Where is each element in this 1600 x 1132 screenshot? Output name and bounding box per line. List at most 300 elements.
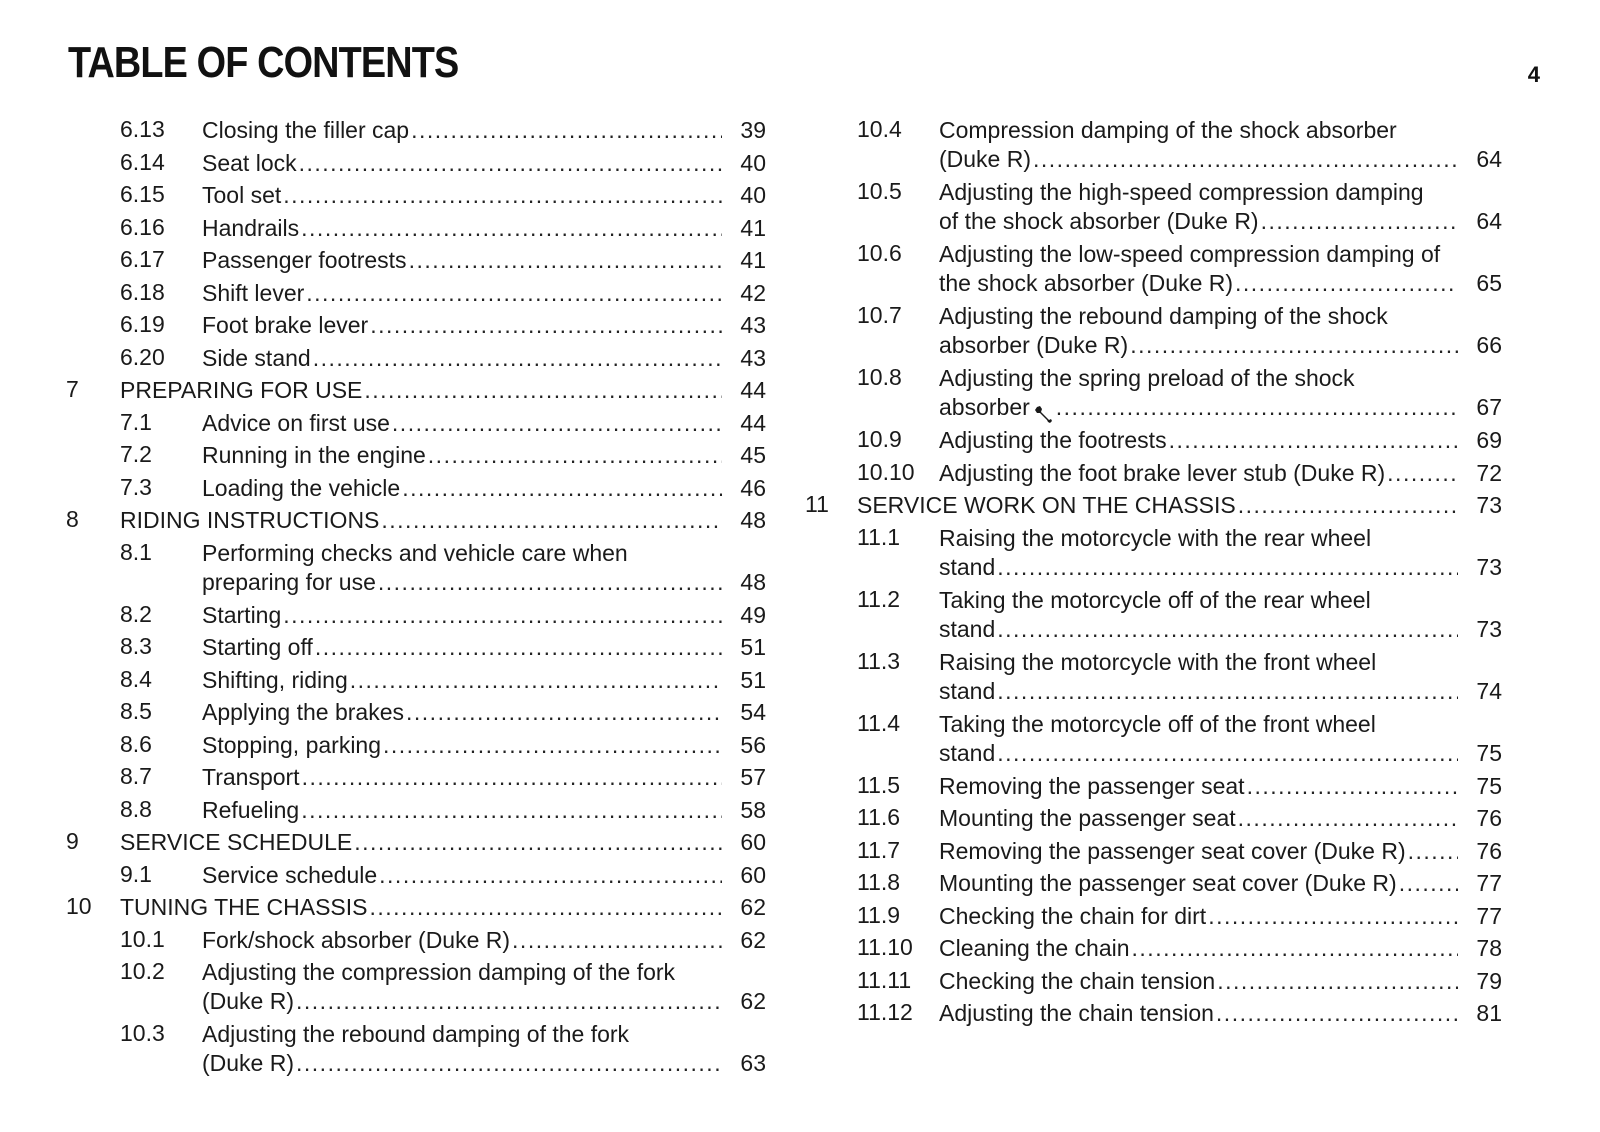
toc-entry-number: 11.1 (857, 523, 901, 550)
toc-entry-line (202, 1049, 766, 1078)
toc-entry-line (202, 861, 766, 890)
toc-page-number[interactable]: 51 (740, 666, 766, 693)
toc-entry-line (202, 926, 766, 955)
toc-entry-title: Passenger footrests (202, 247, 407, 273)
toc-entry-line (202, 987, 766, 1016)
toc-entry-title: Compression damping of the shock absorber (939, 117, 1397, 143)
toc-entry-line (939, 772, 1502, 801)
toc-entry-title: Running in the engine (202, 442, 426, 468)
toc-page-number[interactable]: 64 (1476, 146, 1502, 172)
toc-page-number[interactable]: 72 (1476, 459, 1502, 486)
dot-leader (997, 553, 1458, 582)
toc-entry-line (939, 648, 1502, 677)
dot-leader (997, 677, 1458, 706)
toc-entry-body (939, 586, 1502, 644)
toc-entry-number: 10 (66, 893, 92, 919)
toc-entry-body (202, 796, 766, 825)
toc-entry-line (939, 240, 1502, 269)
toc-entry-line (120, 376, 766, 405)
toc-section-entry[interactable] (805, 586, 1502, 644)
toc-page-number[interactable]: 63 (740, 1050, 766, 1076)
toc-section-entry[interactable] (66, 409, 766, 438)
dot-leader (1261, 207, 1458, 236)
toc-entry-title: Adjusting the low-speed compression damping of (939, 241, 1441, 267)
toc-entry-number: 7.3 (120, 473, 152, 500)
toc-entry-line (939, 837, 1502, 866)
toc-section-entry[interactable] (66, 1020, 766, 1078)
toc-entry-line (939, 116, 1502, 145)
toc-entry-body (939, 869, 1502, 898)
toc-entry-title: Shifting, riding (202, 666, 348, 693)
toc-entry-title: Raising the motorcycle with the rear wheel (939, 524, 1372, 551)
toc-entry-body (202, 279, 766, 308)
toc-entry-title: Tool set (202, 182, 282, 208)
toc-entry-line (202, 409, 766, 438)
toc-entry-number: 11.12 (857, 999, 913, 1025)
toc-section-entry[interactable] (66, 181, 766, 210)
toc-entry-title: Loading the vehicle (202, 474, 401, 501)
toc-entry-body (939, 804, 1502, 833)
toc-entry-line (939, 459, 1502, 488)
toc-entry-number: 6.19 (120, 311, 165, 337)
toc-entry-number: 11.3 (857, 647, 901, 674)
toc-page-number[interactable]: 66 (1476, 332, 1502, 358)
toc-page-number[interactable]: 54 (740, 699, 766, 725)
toc-entry-line (939, 331, 1502, 360)
toc-page-number[interactable]: 75 (1476, 772, 1502, 799)
toc-entry-title: (Duke R) (202, 1050, 295, 1076)
toc-entry-number: 8.4 (120, 665, 152, 692)
toc-entry-line (202, 698, 766, 727)
dot-leader (1238, 491, 1458, 520)
toc-section-entry[interactable] (66, 214, 766, 243)
dot-leader (997, 739, 1458, 768)
dot-leader (1169, 426, 1458, 455)
toc-entry-number: 11.6 (857, 804, 901, 830)
toc-entry-line (202, 666, 766, 695)
toc-entry-line (202, 344, 766, 373)
toc-section-entry[interactable] (805, 302, 1502, 360)
dot-leader (1217, 967, 1458, 996)
toc-entry-line (939, 999, 1502, 1028)
dot-leader (392, 409, 722, 438)
dot-leader (512, 926, 722, 955)
toc-section-entry[interactable] (66, 279, 766, 308)
toc-entry-number: 7.2 (120, 441, 152, 467)
toc-section-entry[interactable] (66, 796, 766, 825)
toc-section-entry[interactable] (66, 474, 766, 503)
dot-leader (354, 828, 722, 857)
toc-entry-body (939, 837, 1502, 866)
toc-entry-body (939, 934, 1502, 963)
toc-entry-title: Refueling (202, 796, 300, 823)
dot-leader (1235, 269, 1458, 298)
toc-entry-number: 11.5 (857, 771, 901, 798)
toc-entry-body (939, 772, 1502, 801)
toc-page-number[interactable]: 73 (1476, 492, 1502, 518)
toc-entry-title: SERVICE WORK ON THE CHASSIS (857, 492, 1236, 518)
wrench-icon (1034, 402, 1054, 422)
toc-entry-body (939, 426, 1502, 455)
toc-entry-line (939, 524, 1502, 553)
toc-entry-body (202, 763, 766, 792)
toc-entry-number: 6.16 (120, 213, 165, 240)
toc-right-column (805, 116, 1502, 1032)
toc-entry-body (939, 524, 1502, 582)
toc-entry-number: 10.5 (857, 178, 902, 204)
toc-page-number[interactable]: 43 (740, 344, 766, 371)
toc-entry-title: Advice on first use (202, 409, 390, 436)
toc-entry-title: Raising the motorcycle with the front wheel (939, 648, 1377, 675)
toc-entry-line (202, 149, 766, 178)
toc-page-number[interactable]: 69 (1476, 427, 1502, 453)
toc-entry-title: absorber (Duke R) (939, 332, 1129, 358)
toc-entry-title: Taking the motorcycle off of the front wheel (939, 710, 1376, 737)
toc-entry-title: Mounting the passenger seat (939, 805, 1236, 831)
toc-entry-title: Adjusting the foot brake lever stub (Duke R) (939, 459, 1386, 486)
toc-page-number[interactable]: 43 (740, 312, 766, 338)
toc-page-number[interactable]: 74 (1476, 677, 1502, 704)
toc-section-entry[interactable] (805, 772, 1502, 801)
toc-page-number[interactable]: 40 (740, 149, 766, 176)
toc-entry-line (202, 539, 766, 568)
toc-entry-line (202, 958, 766, 987)
toc-entry-title: Applying the brakes (202, 699, 405, 725)
toc-section-entry[interactable] (66, 666, 766, 695)
dot-leader (1216, 999, 1458, 1028)
toc-entry-title: of the shock absorber (Duke R) (939, 208, 1259, 234)
toc-entry-line (120, 828, 766, 857)
toc-entry-line (202, 214, 766, 243)
dot-leader (1387, 459, 1458, 488)
toc-entry-title: Handrails (202, 214, 300, 241)
toc-entry-number: 10.2 (120, 958, 165, 984)
toc-page-number[interactable]: 78 (1476, 935, 1502, 961)
toc-entry-body (202, 116, 766, 145)
toc-entry-title: stand (939, 553, 996, 580)
toc-section-entry[interactable] (66, 539, 766, 597)
toc-page-number[interactable]: 58 (740, 796, 766, 823)
toc-section-entry[interactable] (66, 246, 766, 275)
toc-section-entry[interactable] (805, 178, 1502, 236)
toc-entry-number: 6.18 (120, 278, 165, 305)
toc-section-entry[interactable] (805, 648, 1502, 706)
toc-entry-number: 11.7 (857, 836, 901, 863)
toc-section-entry[interactable] (805, 902, 1502, 931)
toc-section-entry[interactable] (66, 601, 766, 630)
toc-entry-title: Adjusting the spring preload of the shock (939, 365, 1355, 391)
toc-section-entry[interactable] (805, 804, 1502, 833)
toc-entry-number: 10.6 (857, 240, 902, 266)
toc-entry-title: Service schedule (202, 861, 378, 888)
toc-entry-line (202, 279, 766, 308)
toc-page-number[interactable]: 60 (740, 861, 766, 888)
toc-entry-number: 7.1 (120, 408, 152, 435)
toc-chapter-entry[interactable] (66, 506, 766, 535)
toc-entry-number: 8.2 (120, 600, 152, 627)
toc-section-entry[interactable] (66, 149, 766, 178)
toc-section-entry[interactable] (805, 837, 1502, 866)
toc-page-number[interactable]: 56 (740, 731, 766, 758)
dot-leader (1399, 869, 1458, 898)
toc-entry-title: absorber (939, 394, 1030, 420)
dot-leader (313, 344, 722, 373)
toc-page-number[interactable]: 45 (740, 442, 766, 468)
toc-entry-line (939, 677, 1502, 706)
toc-page-number[interactable]: 44 (740, 377, 766, 403)
page-title: TABLE OF CONTENTS (68, 38, 459, 87)
toc-page-number[interactable]: 62 (740, 894, 766, 920)
toc-entry-line (202, 601, 766, 630)
toc-entry-body (202, 731, 766, 760)
toc-page-number[interactable]: 64 (1476, 208, 1502, 234)
toc-section-entry[interactable] (805, 869, 1502, 898)
dot-leader (1247, 772, 1458, 801)
toc-entry-number: 10.9 (857, 426, 902, 452)
toc-page-number[interactable]: 77 (1476, 902, 1502, 929)
toc-chapter-entry[interactable] (66, 893, 766, 922)
toc-entry-line (202, 246, 766, 275)
dot-leader (1208, 902, 1458, 931)
toc-entry-body (202, 539, 766, 597)
toc-entry-line (939, 804, 1502, 833)
toc-entry-body (202, 474, 766, 503)
dot-leader (378, 568, 722, 597)
toc-entry-body (202, 246, 766, 275)
toc-entry-line (939, 869, 1502, 898)
dot-leader (302, 763, 722, 792)
toc-entry-number: 11.2 (857, 585, 901, 612)
toc-section-entry[interactable] (66, 116, 766, 145)
toc-entry-title: Side stand (202, 344, 311, 371)
toc-entry-line (939, 393, 1502, 422)
toc-entry-body (939, 710, 1502, 768)
dot-leader (306, 279, 722, 308)
toc-page-number[interactable]: 65 (1476, 270, 1502, 296)
toc-entry-number: 8 (66, 506, 79, 532)
toc-page-number[interactable]: 73 (1476, 615, 1502, 642)
toc-page-number[interactable]: 75 (1476, 739, 1502, 766)
toc-section-entry[interactable] (66, 731, 766, 760)
toc-entry-number: 8.1 (120, 538, 152, 565)
toc-section-entry[interactable] (805, 364, 1502, 422)
toc-entry-title: Removing the passenger seat cover (Duke R) (939, 837, 1406, 864)
toc-section-entry[interactable] (805, 934, 1502, 963)
toc-entry-title: Adjusting the footrests (939, 427, 1167, 453)
toc-entry-title: the shock absorber (Duke R) (939, 270, 1234, 296)
dot-leader (315, 633, 722, 662)
toc-entry-body (939, 302, 1502, 360)
toc-entry-title: Closing the filler cap (202, 117, 410, 143)
toc-entry-line (202, 731, 766, 760)
toc-section-entry[interactable] (805, 524, 1502, 582)
toc-page-number[interactable]: 40 (740, 182, 766, 208)
toc-page-number[interactable]: 41 (740, 214, 766, 241)
toc-entry-title: Seat lock (202, 149, 297, 176)
toc-page-number[interactable]: 76 (1476, 805, 1502, 831)
toc-section-entry[interactable] (66, 344, 766, 373)
toc-page-number[interactable]: 46 (740, 474, 766, 501)
toc-entry-body (202, 149, 766, 178)
toc-entry-number: 6.13 (120, 116, 165, 142)
toc-page-number[interactable]: 57 (740, 764, 766, 790)
toc-entry-body (202, 861, 766, 890)
toc-entry-title: PREPARING FOR USE (120, 377, 363, 403)
toc-page-number[interactable]: 49 (740, 601, 766, 628)
toc-entry-number: 11.8 (857, 869, 901, 895)
toc-page-number[interactable]: 41 (740, 247, 766, 273)
toc-entry-number: 8.6 (120, 730, 152, 757)
toc-page-number[interactable]: 67 (1476, 394, 1502, 420)
toc-entry-number: 10.4 (857, 116, 902, 142)
toc-entry-body (939, 178, 1502, 236)
toc-entry-body (202, 311, 766, 340)
toc-entry-number: 10.10 (857, 458, 915, 485)
toc-entry-body (202, 601, 766, 630)
toc-entry-line (939, 178, 1502, 207)
toc-entry-body (202, 181, 766, 210)
toc-section-entry[interactable] (805, 240, 1502, 298)
toc-entry-number: 11.9 (857, 901, 901, 928)
toc-entry-line (939, 739, 1502, 768)
toc-page-number[interactable]: 62 (740, 926, 766, 953)
toc-page-number[interactable]: 51 (740, 634, 766, 660)
toc-page-number[interactable]: 48 (740, 507, 766, 533)
dot-leader (406, 698, 722, 727)
toc-entry-body (857, 491, 1502, 520)
toc-chapter-entry[interactable] (805, 491, 1502, 520)
toc-entry-number: 10.1 (120, 925, 165, 952)
toc-entry-number: 10.7 (857, 302, 902, 328)
toc-page-number[interactable]: 60 (740, 829, 766, 855)
toc-entry-line (939, 302, 1502, 331)
dot-leader (301, 796, 722, 825)
toc-section-entry[interactable] (805, 426, 1502, 455)
toc-entry-line (202, 796, 766, 825)
dot-leader (1132, 934, 1458, 963)
toc-entry-line (939, 586, 1502, 615)
toc-page-number[interactable]: 79 (1476, 967, 1502, 994)
toc-entry-title: Adjusting the chain tension (939, 1000, 1214, 1026)
toc-entry-title: Adjusting the compression damping of the fork (202, 959, 676, 985)
toc-entry-line (202, 568, 766, 597)
toc-page-number[interactable]: 76 (1476, 837, 1502, 864)
toc-entry-title: SERVICE SCHEDULE (120, 829, 353, 855)
toc-entry-number: 10.8 (857, 364, 902, 390)
toc-entry-body (202, 344, 766, 373)
dot-leader (411, 116, 722, 145)
toc-entry-line (202, 1020, 766, 1049)
dot-leader (409, 246, 722, 275)
toc-entry-title: Stopping, parking (202, 731, 382, 758)
toc-entry-line (202, 474, 766, 503)
toc-page-number[interactable]: 42 (740, 279, 766, 306)
toc-chapter-entry[interactable] (66, 376, 766, 405)
toc-entry-title: preparing for use (202, 568, 376, 595)
toc-section-entry[interactable] (66, 958, 766, 1016)
toc-entry-number: 8.3 (120, 633, 152, 659)
toc-section-entry[interactable] (805, 710, 1502, 768)
dot-leader (370, 311, 722, 340)
dot-leader (1238, 804, 1458, 833)
dot-leader (1056, 393, 1458, 422)
toc-section-entry[interactable] (66, 926, 766, 955)
toc-section-entry[interactable] (66, 311, 766, 340)
toc-entry-body (939, 648, 1502, 706)
toc-entry-title: stand (939, 677, 996, 704)
toc-section-entry[interactable] (805, 116, 1502, 174)
toc-entry-body (202, 698, 766, 727)
toc-entry-body (939, 116, 1502, 174)
toc-entry-body (939, 967, 1502, 996)
toc-page-number[interactable]: 81 (1476, 1000, 1502, 1026)
toc-entry-body (939, 459, 1502, 488)
toc-entry-body (120, 376, 766, 405)
toc-left-column (66, 116, 766, 1082)
toc-entry-line (939, 269, 1502, 298)
toc-section-entry[interactable] (66, 763, 766, 792)
toc-entry-number: 8.8 (120, 795, 152, 822)
toc-entry-title: Adjusting the high-speed compression damping (939, 179, 1424, 205)
toc-entry-title: Starting off (202, 634, 313, 660)
toc-entry-body (202, 441, 766, 470)
toc-section-entry[interactable] (66, 441, 766, 470)
toc-entry-line (939, 207, 1502, 236)
toc-entry-title: stand (939, 615, 996, 642)
toc-chapter-entry[interactable] (66, 828, 766, 857)
toc-entry-line (857, 491, 1502, 520)
toc-entry-line (939, 902, 1502, 931)
toc-entry-line (202, 181, 766, 210)
toc-entry-body (202, 958, 766, 1016)
dot-leader (383, 731, 722, 760)
toc-entry-line (939, 934, 1502, 963)
toc-page-number[interactable]: 39 (740, 117, 766, 143)
dot-leader (283, 601, 722, 630)
toc-entry-body (202, 633, 766, 662)
toc-entry-body (202, 926, 766, 955)
toc-entry-title: (Duke R) (939, 146, 1032, 172)
dot-leader (1033, 145, 1458, 174)
toc-section-entry[interactable] (805, 967, 1502, 996)
toc-section-entry[interactable] (66, 633, 766, 662)
toc-page-number[interactable]: 48 (740, 568, 766, 595)
page-number: 4 (1527, 62, 1540, 87)
toc-page-number[interactable]: 44 (740, 409, 766, 436)
toc-page-number[interactable]: 73 (1476, 553, 1502, 580)
toc-entry-line (939, 967, 1502, 996)
toc-section-entry[interactable] (66, 698, 766, 727)
toc-section-entry[interactable] (805, 459, 1502, 488)
toc-entry-number: 8.5 (120, 698, 152, 724)
dot-leader (370, 893, 723, 922)
toc-page-number[interactable]: 77 (1476, 870, 1502, 896)
toc-entry-number: 10.3 (120, 1020, 165, 1046)
toc-entry-title: Performing checks and vehicle care when (202, 539, 628, 566)
toc-entry-title: Foot brake lever (202, 312, 369, 338)
dot-leader (402, 474, 722, 503)
toc-entry-body (202, 666, 766, 695)
toc-entry-line (939, 710, 1502, 739)
toc-page-number[interactable]: 62 (740, 988, 766, 1014)
toc-entry-number: 11.4 (857, 709, 901, 736)
toc-entry-number: 6.20 (120, 343, 165, 370)
toc-section-entry[interactable] (805, 999, 1502, 1028)
toc-entry-line (939, 364, 1502, 393)
toc-section-entry[interactable] (66, 861, 766, 890)
toc-entry-title: Checking the chain for dirt (939, 902, 1207, 929)
toc-entry-title: Taking the motorcycle off of the rear wheel (939, 586, 1371, 613)
